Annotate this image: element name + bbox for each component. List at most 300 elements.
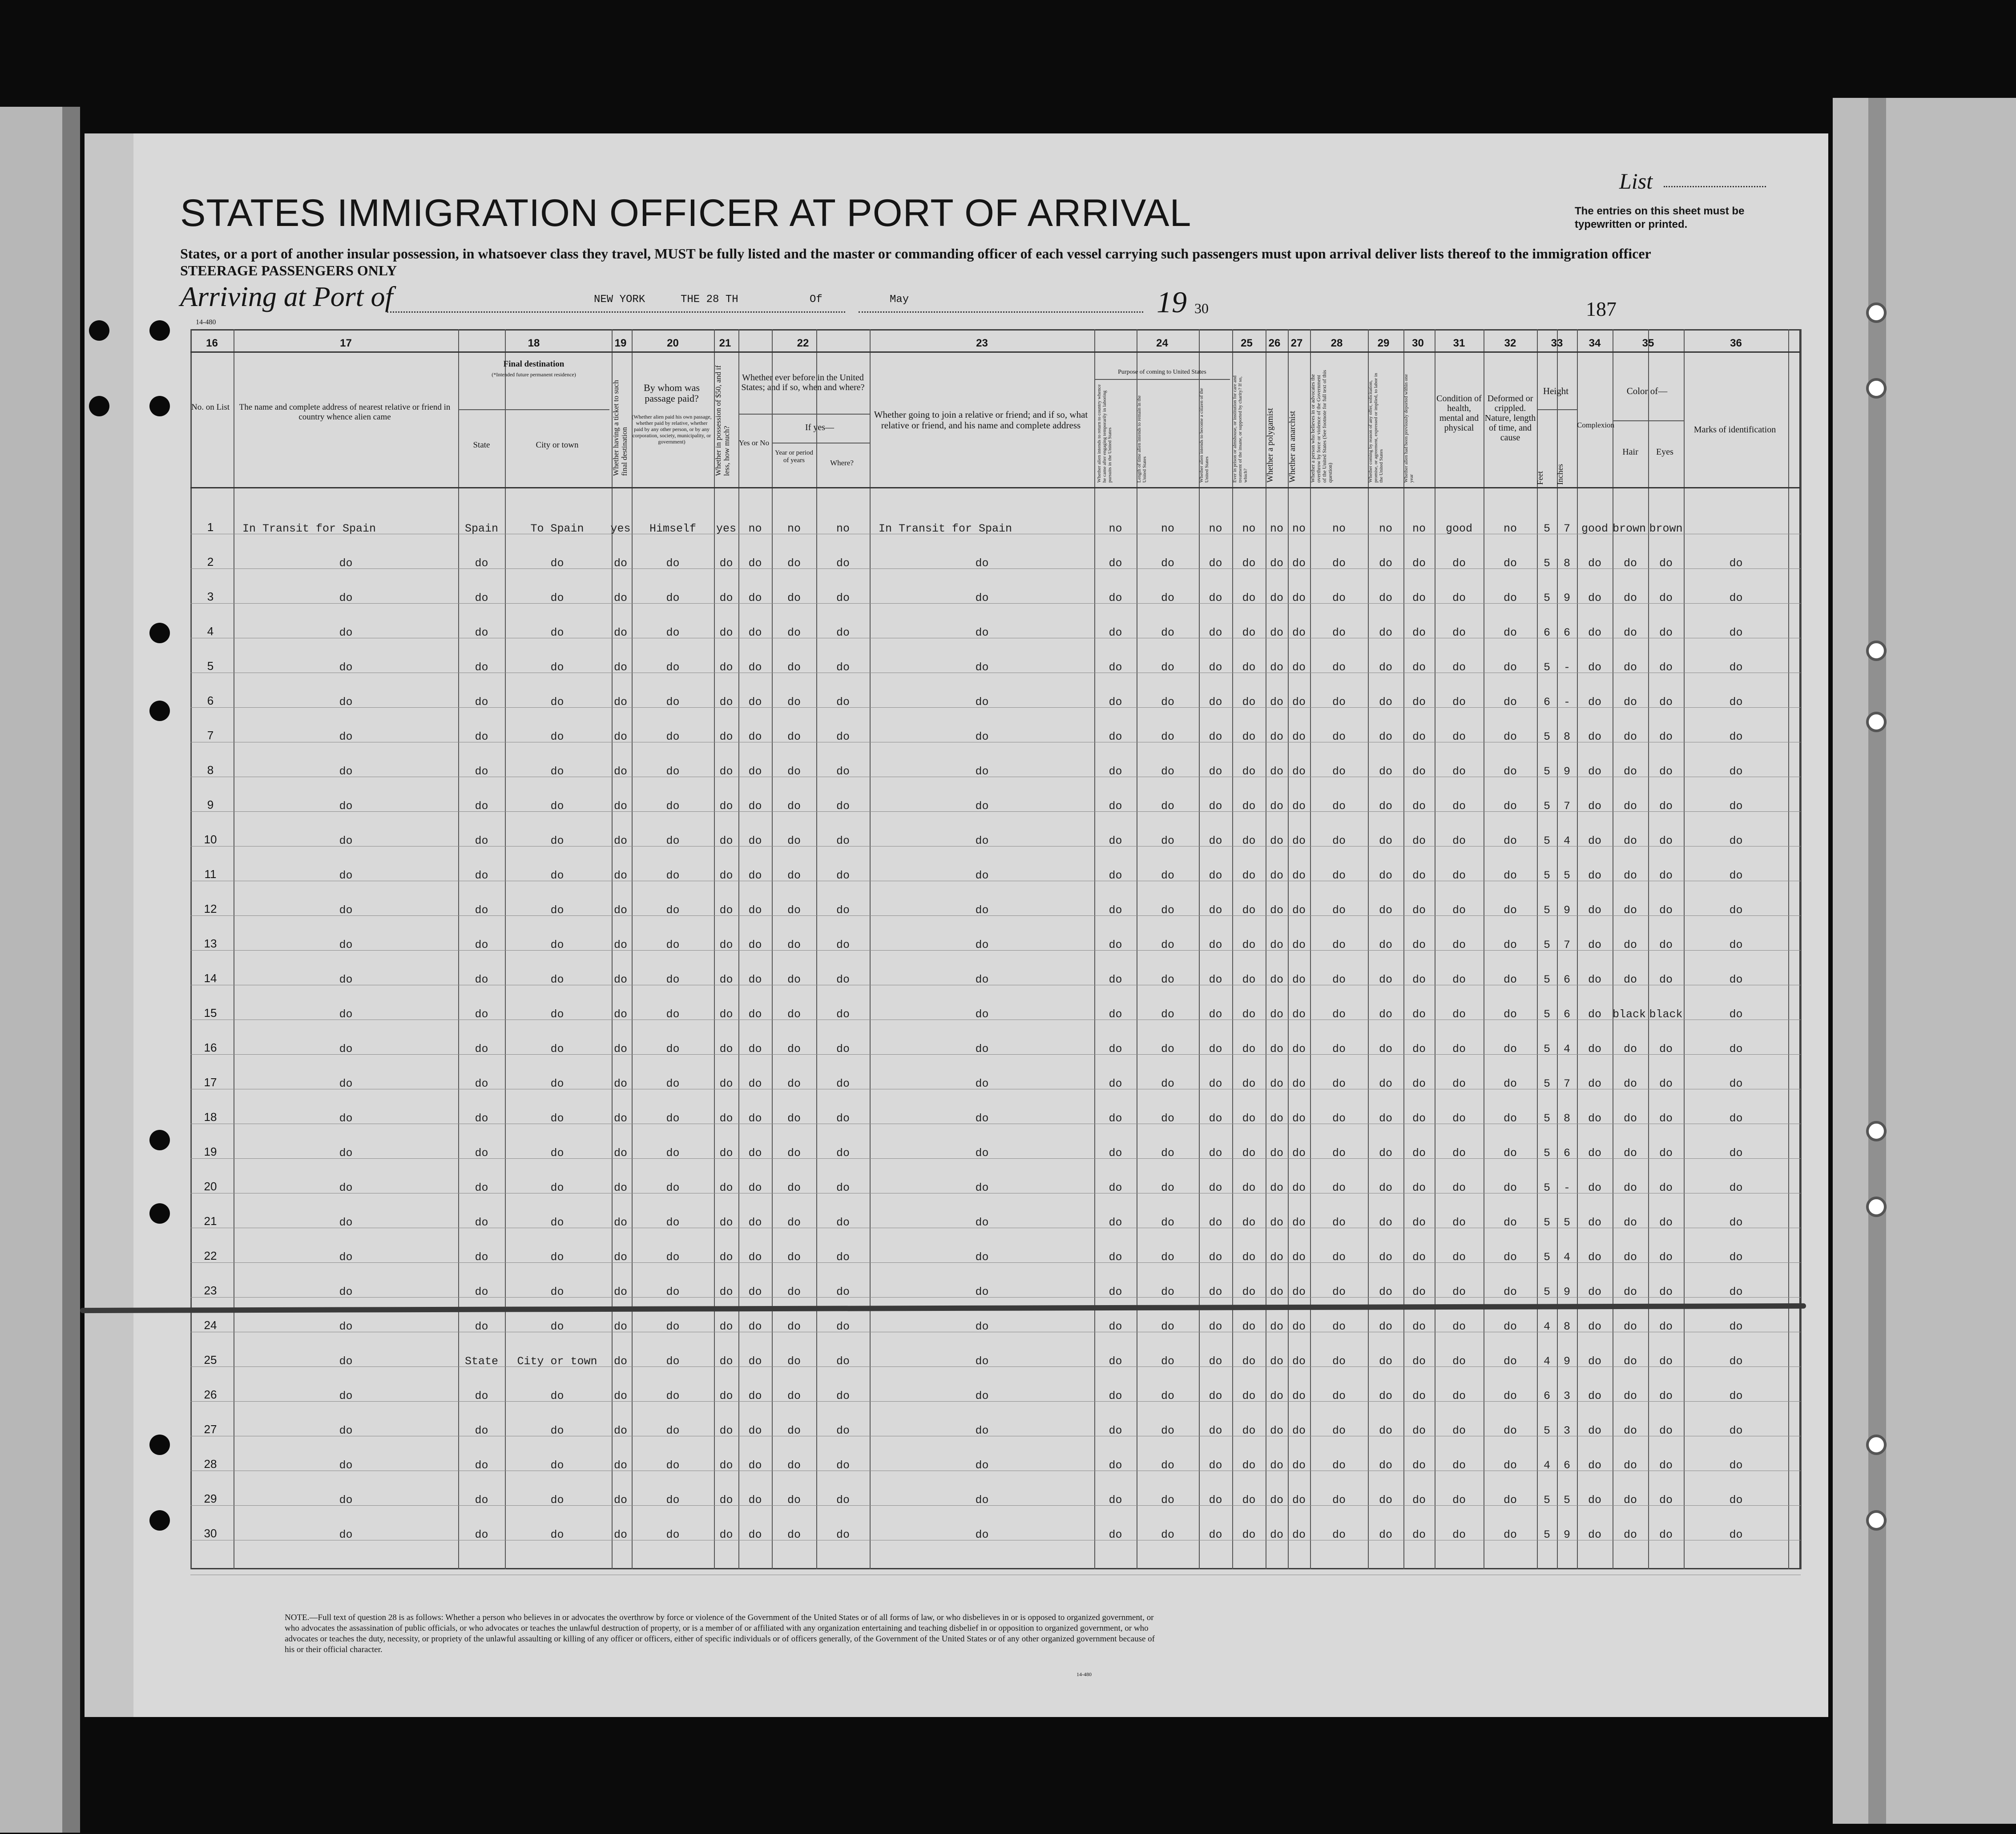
cell-c17: do: [339, 1181, 353, 1194]
cell-c20: do: [666, 869, 680, 882]
cell-c21: do: [719, 1355, 733, 1368]
cell-c23: do: [975, 1077, 989, 1090]
cell-c23: do: [975, 973, 989, 986]
cell-c20: do: [666, 730, 680, 743]
cell-c19: do: [613, 765, 627, 778]
cell-c30: do: [1412, 557, 1426, 570]
cell-c22c: do: [836, 1528, 850, 1541]
cell-c28: do: [1332, 1286, 1346, 1298]
cell-c22b: do: [787, 1251, 801, 1264]
cell-c19: do: [613, 1286, 627, 1298]
row-number: 9: [207, 798, 214, 811]
cell-c34: do: [1588, 1112, 1601, 1125]
cell-c22b: do: [787, 1459, 801, 1472]
cell-c21: do: [719, 939, 733, 951]
cell-c22c: do: [836, 1459, 850, 1472]
cell-c28: do: [1332, 1528, 1346, 1541]
cell-c19: do: [613, 939, 627, 951]
cell-c24b: do: [1161, 1216, 1174, 1229]
cell-c22b: do: [787, 557, 801, 570]
cell-c36: do: [1729, 1112, 1743, 1125]
entries-note: The entries on this sheet must be typewritten or printed.: [1575, 205, 1745, 230]
cell-c28: no: [1332, 522, 1346, 535]
cell-c27: do: [1292, 592, 1306, 605]
cell-c24b: do: [1161, 730, 1174, 743]
left-page-shadow: [62, 107, 80, 1833]
cell-c24c: do: [1209, 626, 1222, 639]
header-anarchist: Whether an anarchist: [1288, 411, 1297, 483]
cell-c22b: do: [787, 1494, 801, 1507]
cell-state: do: [475, 939, 488, 951]
cell-state: do: [475, 1043, 488, 1056]
cell-c29: do: [1379, 1216, 1392, 1229]
header-ticket: Whether having a ticket to such final destination: [612, 380, 629, 476]
cell-c19: do: [613, 904, 627, 917]
cell-in: 8: [1563, 557, 1570, 570]
cell-c20: do: [666, 939, 680, 951]
column-number: 34: [1589, 337, 1601, 349]
cell-c25: no: [1242, 522, 1256, 535]
cell-eyes: do: [1659, 973, 1673, 986]
cell-c28: do: [1332, 1077, 1346, 1090]
cell-c20: do: [666, 1008, 680, 1021]
cell-c26: do: [1270, 1355, 1283, 1368]
header-where: Where?: [830, 459, 854, 467]
row-number: 8: [207, 763, 214, 777]
cell-eyes: do: [1659, 1147, 1673, 1160]
cell-in: 9: [1563, 1528, 1570, 1541]
cell-c34: do: [1588, 557, 1601, 570]
cell-c36: do: [1729, 592, 1743, 605]
header-before-in-us: Whether ever before in the United States; and if so, when and where?: [741, 373, 865, 392]
cell-c30: do: [1412, 1147, 1426, 1160]
cell-c24b: do: [1161, 1390, 1174, 1403]
cell-c20: do: [666, 1181, 680, 1194]
cell-c24a: do: [1109, 1494, 1122, 1507]
cell-hair: do: [1623, 973, 1637, 986]
cell-c21: do: [719, 1494, 733, 1507]
cell-c32: do: [1503, 869, 1517, 882]
cell-hair: do: [1623, 939, 1637, 951]
cell-c34: do: [1588, 1320, 1601, 1333]
passenger-class: STEERAGE PASSENGERS ONLY: [180, 262, 397, 278]
cell-ft: 5: [1543, 834, 1550, 847]
header-passage-paid-note: (Whether alien paid his own passage, whether paid by relative, whether paid by any other person, or by any corporation, society, municipality, or government): [632, 414, 712, 445]
cell-c23: do: [975, 1112, 989, 1125]
cell-c22b: do: [787, 1077, 801, 1090]
row-number: 10: [204, 833, 217, 846]
cell-c34: do: [1588, 904, 1601, 917]
cell-c36: do: [1729, 1251, 1743, 1264]
cell-c25: do: [1242, 1355, 1256, 1368]
row-number: 22: [204, 1249, 217, 1262]
cell-c23: do: [975, 730, 989, 743]
cell-c25: do: [1242, 1077, 1256, 1090]
cell-city: do: [550, 869, 564, 882]
cell-c36: do: [1729, 1043, 1743, 1056]
cell-c24a: do: [1109, 869, 1122, 882]
cell-c22b: do: [787, 973, 801, 986]
cell-c24a: do: [1109, 1181, 1122, 1194]
cell-c25: do: [1242, 973, 1256, 986]
cell-c34: do: [1588, 1494, 1601, 1507]
cell-c24c: do: [1209, 1424, 1222, 1437]
subheader-rule: [458, 409, 609, 410]
cell-c34: do: [1588, 1286, 1601, 1298]
cell-eyes: do: [1659, 1424, 1673, 1437]
month-line: [859, 311, 1143, 313]
cell-hair: brown: [1613, 522, 1646, 535]
cell-c17: do: [339, 765, 353, 778]
binder-hole: [149, 1435, 170, 1455]
cell-c22b: do: [787, 904, 801, 917]
cell-state: do: [475, 1147, 488, 1160]
cell-c24b: do: [1161, 557, 1174, 570]
cell-c31: do: [1452, 1181, 1466, 1194]
cell-ft: 5: [1543, 869, 1550, 882]
cell-c27: do: [1292, 834, 1306, 847]
cell-c26: do: [1270, 557, 1283, 570]
cell-state: do: [475, 800, 488, 813]
footnote-form-number: 14-480: [1077, 1671, 1092, 1677]
cell-city: do: [550, 661, 564, 674]
row-number: 21: [204, 1214, 217, 1228]
cell-c22c: do: [836, 626, 850, 639]
cell-c30: do: [1412, 1008, 1426, 1021]
cell-c22c: do: [836, 800, 850, 813]
column-number: 22: [797, 337, 809, 349]
cell-c31: do: [1452, 800, 1466, 813]
cell-c34: do: [1588, 1077, 1601, 1090]
cell-c19: do: [613, 557, 627, 570]
cell-c19: do: [613, 834, 627, 847]
cell-c34: do: [1588, 1008, 1601, 1021]
cell-c30: do: [1412, 1494, 1426, 1507]
cell-c21: yes: [716, 522, 736, 535]
cell-c22a: do: [748, 1077, 762, 1090]
cell-c32: do: [1503, 730, 1517, 743]
cell-c26: do: [1270, 1286, 1283, 1298]
cell-c30: do: [1412, 1216, 1426, 1229]
cell-c22a: do: [748, 696, 762, 709]
cell-in: 7: [1563, 939, 1570, 951]
cell-c22c: do: [836, 1043, 850, 1056]
row-number: 26: [204, 1388, 217, 1401]
cell-c20: do: [666, 661, 680, 674]
cell-c36: do: [1729, 973, 1743, 986]
cell-ft: 5: [1543, 1251, 1550, 1264]
cell-c23: do: [975, 1008, 989, 1021]
cell-eyes: do: [1659, 626, 1673, 639]
cell-c24b: do: [1161, 1112, 1174, 1125]
binder-hole: [1866, 1197, 1887, 1217]
header-final-destination-note: (*Intended future permanent residence): [492, 371, 576, 378]
cell-in: -: [1563, 696, 1570, 709]
cell-ft: 5: [1543, 1008, 1550, 1021]
cell-c22c: do: [836, 557, 850, 570]
cell-c30: do: [1412, 1043, 1426, 1056]
cell-ft: 5: [1543, 939, 1550, 951]
cell-c26: do: [1270, 592, 1283, 605]
year-suffix: 30: [1194, 300, 1209, 316]
cell-hair: do: [1623, 626, 1637, 639]
cell-c22c: do: [836, 834, 850, 847]
cell-c24c: do: [1209, 730, 1222, 743]
header-final-destination: Final destination: [503, 359, 564, 369]
binder-hole: [149, 623, 170, 643]
cell-c22a: do: [748, 834, 762, 847]
cell-c22c: do: [836, 939, 850, 951]
header-feet: Feet: [1536, 471, 1544, 485]
cell-c32: do: [1503, 834, 1517, 847]
cell-ft: 5: [1543, 522, 1550, 535]
cell-c24c: do: [1209, 1112, 1222, 1125]
cell-c24c: do: [1209, 661, 1222, 674]
row-number: 15: [204, 1006, 217, 1020]
cell-in: 9: [1563, 592, 1570, 605]
cell-state: do: [475, 557, 488, 570]
cell-state: do: [475, 904, 488, 917]
header-marks: Marks of identification: [1693, 425, 1776, 435]
header-passage-paid: By whom was passage paid?: [644, 382, 700, 404]
cell-c27: do: [1292, 1112, 1306, 1125]
cell-c29: do: [1379, 939, 1392, 951]
cell-eyes: do: [1659, 869, 1673, 882]
cell-c17: do: [339, 557, 353, 570]
cell-c26: do: [1270, 1424, 1283, 1437]
cell-c25: do: [1242, 834, 1256, 847]
binder-hole: [149, 320, 170, 341]
cell-c21: do: [719, 1112, 733, 1125]
cell-c21: do: [719, 1390, 733, 1403]
cell-state: State: [464, 1355, 498, 1368]
cell-hair: do: [1623, 1424, 1637, 1437]
cell-c19: do: [613, 800, 627, 813]
cell-eyes: do: [1659, 1112, 1673, 1125]
cell-c28: do: [1332, 800, 1346, 813]
cell-c32: do: [1503, 557, 1517, 570]
cell-c24a: do: [1109, 1286, 1122, 1298]
cell-c36: do: [1729, 1355, 1743, 1368]
cell-hair: do: [1623, 1494, 1637, 1507]
cell-c30: do: [1412, 661, 1426, 674]
cell-eyes: black: [1649, 1008, 1683, 1021]
cell-c27: do: [1292, 1459, 1306, 1472]
cell-in: 4: [1563, 834, 1570, 847]
cell-c24b: do: [1161, 1528, 1174, 1541]
cell-c25: do: [1242, 800, 1256, 813]
subheader-rule: [1094, 379, 1230, 380]
date-day: THE 28 TH: [681, 294, 738, 306]
cell-c24c: do: [1209, 1286, 1222, 1298]
cell-c31: do: [1452, 557, 1466, 570]
cell-c31: do: [1452, 939, 1466, 951]
cell-c29: do: [1379, 800, 1392, 813]
cell-c27: do: [1292, 1390, 1306, 1403]
cell-c27: do: [1292, 696, 1306, 709]
column-number: 31: [1453, 337, 1465, 349]
cell-c26: do: [1270, 1390, 1283, 1403]
cell-c26: do: [1270, 1494, 1283, 1507]
cell-c24c: do: [1209, 904, 1222, 917]
header-q30: Whether alien had been previously deported within one year: [1403, 374, 1414, 483]
cell-c24a: do: [1109, 939, 1122, 951]
cell-c28: do: [1332, 834, 1346, 847]
cell-in: 9: [1563, 1355, 1570, 1368]
form-number: 14-480: [196, 318, 216, 326]
cell-c24a: do: [1109, 730, 1122, 743]
cell-c24c: do: [1209, 869, 1222, 882]
binder-hole: [1866, 1121, 1887, 1141]
cell-c17: do: [339, 1320, 353, 1333]
cell-c22c: do: [836, 1216, 850, 1229]
cell-c19: do: [613, 1355, 627, 1368]
cell-c22a: do: [748, 869, 762, 882]
cell-c24b: do: [1161, 1355, 1174, 1368]
cell-c24b: do: [1161, 973, 1174, 986]
cell-in: 9: [1563, 1286, 1570, 1298]
row-number: 23: [204, 1284, 217, 1297]
cell-c21: do: [719, 1459, 733, 1472]
cell-c36: do: [1729, 834, 1743, 847]
cell-c28: do: [1332, 661, 1346, 674]
cell-c27: do: [1292, 1320, 1306, 1333]
cell-c21: do: [719, 592, 733, 605]
cell-c29: do: [1379, 661, 1392, 674]
cell-hair: do: [1623, 1147, 1637, 1160]
cell-hair: do: [1623, 661, 1637, 674]
header-polygamist: Whether a polygamist: [1266, 408, 1275, 483]
cell-c28: do: [1332, 592, 1346, 605]
cell-eyes: do: [1659, 800, 1673, 813]
cell-c26: do: [1270, 1112, 1283, 1125]
cell-c20: do: [666, 800, 680, 813]
cell-c30: do: [1412, 939, 1426, 951]
cell-c27: do: [1292, 1424, 1306, 1437]
cell-c32: do: [1503, 1320, 1517, 1333]
cell-c23: do: [975, 592, 989, 605]
cell-c34: do: [1588, 1390, 1601, 1403]
cell-c27: do: [1292, 661, 1306, 674]
cell-c30: do: [1412, 834, 1426, 847]
cell-c22b: do: [787, 1320, 801, 1333]
cell-c22a: do: [748, 626, 762, 639]
cell-c21: do: [719, 800, 733, 813]
cell-c30: do: [1412, 973, 1426, 986]
cell-eyes: do: [1659, 1494, 1673, 1507]
cell-c29: no: [1379, 522, 1392, 535]
cell-c29: do: [1379, 1528, 1392, 1541]
cell-c22b: do: [787, 592, 801, 605]
cell-c22b: do: [787, 1216, 801, 1229]
cell-city: do: [550, 730, 564, 743]
cell-c28: do: [1332, 973, 1346, 986]
cell-c26: do: [1270, 834, 1283, 847]
cell-c22a: do: [748, 557, 762, 570]
cell-c17: In Transit for Spain: [242, 522, 376, 535]
cell-city: do: [550, 800, 564, 813]
cell-c17: do: [339, 1459, 353, 1472]
cell-in: 5: [1563, 869, 1570, 882]
header-no-on-list: No. on List: [191, 403, 230, 412]
cell-c22b: do: [787, 1043, 801, 1056]
cell-c29: do: [1379, 1459, 1392, 1472]
cell-c27: do: [1292, 1216, 1306, 1229]
cell-eyes: do: [1659, 696, 1673, 709]
cell-c25: do: [1242, 730, 1256, 743]
cell-c23: do: [975, 696, 989, 709]
cell-c17: do: [339, 1008, 353, 1021]
cell-c27: do: [1292, 1494, 1306, 1507]
cell-c30: do: [1412, 1355, 1426, 1368]
cell-c22a: do: [748, 1528, 762, 1541]
header-rule: [190, 351, 1801, 353]
cell-c24c: do: [1209, 1459, 1222, 1472]
cell-c22c: do: [836, 1286, 850, 1298]
cell-c36: do: [1729, 661, 1743, 674]
header-joining-relative: Whether going to join a relative or friend; and if so, what relative or friend, and his name and complete address: [874, 409, 1088, 431]
cell-c24a: do: [1109, 1112, 1122, 1125]
cell-city: do: [550, 1390, 564, 1403]
cell-c25: do: [1242, 1424, 1256, 1437]
header-if-yes: If yes—: [805, 423, 834, 432]
cell-c31: do: [1452, 592, 1466, 605]
cell-hair: do: [1623, 904, 1637, 917]
cell-c29: do: [1379, 904, 1392, 917]
cell-c31: do: [1452, 1008, 1466, 1021]
cell-ft: 5: [1543, 800, 1550, 813]
cell-eyes: do: [1659, 939, 1673, 951]
cell-c26: do: [1270, 1043, 1283, 1056]
cell-state: do: [475, 869, 488, 882]
cell-c28: do: [1332, 1459, 1346, 1472]
header-deformed: Deformed or crippled. Nature, length of time, and cause: [1484, 394, 1536, 443]
cell-c22c: do: [836, 592, 850, 605]
cell-ft: 5: [1543, 1494, 1550, 1507]
row-number: 2: [207, 555, 214, 568]
cell-c19: yes: [610, 522, 631, 535]
cell-ft: 5: [1543, 661, 1550, 674]
cell-c31: do: [1452, 626, 1466, 639]
cell-c28: do: [1332, 1494, 1346, 1507]
cell-c24b: do: [1161, 1043, 1174, 1056]
cell-c34: do: [1588, 939, 1601, 951]
cell-c24b: do: [1161, 1459, 1174, 1472]
cell-c34: do: [1588, 1216, 1601, 1229]
cell-city: do: [550, 1147, 564, 1160]
cell-c22b: no: [787, 522, 801, 535]
cell-c21: do: [719, 1424, 733, 1437]
cell-in: 5: [1563, 1216, 1570, 1229]
header-inches: Inches: [1556, 464, 1564, 485]
cell-c29: do: [1379, 592, 1392, 605]
cell-c25: do: [1242, 696, 1256, 709]
cell-c31: do: [1452, 1424, 1466, 1437]
cell-c34: do: [1588, 834, 1601, 847]
cell-c28: do: [1332, 1181, 1346, 1194]
cell-city: do: [550, 1424, 564, 1437]
cell-c22b: do: [787, 696, 801, 709]
cell-in: 6: [1563, 1008, 1570, 1021]
cell-c19: do: [613, 1008, 627, 1021]
cell-hair: do: [1623, 834, 1637, 847]
cell-c24a: do: [1109, 661, 1122, 674]
cell-c22a: do: [748, 1008, 762, 1021]
cell-c24c: do: [1209, 1320, 1222, 1333]
cell-city: do: [550, 1528, 564, 1541]
cell-c19: do: [613, 626, 627, 639]
cell-c23: do: [975, 1390, 989, 1403]
